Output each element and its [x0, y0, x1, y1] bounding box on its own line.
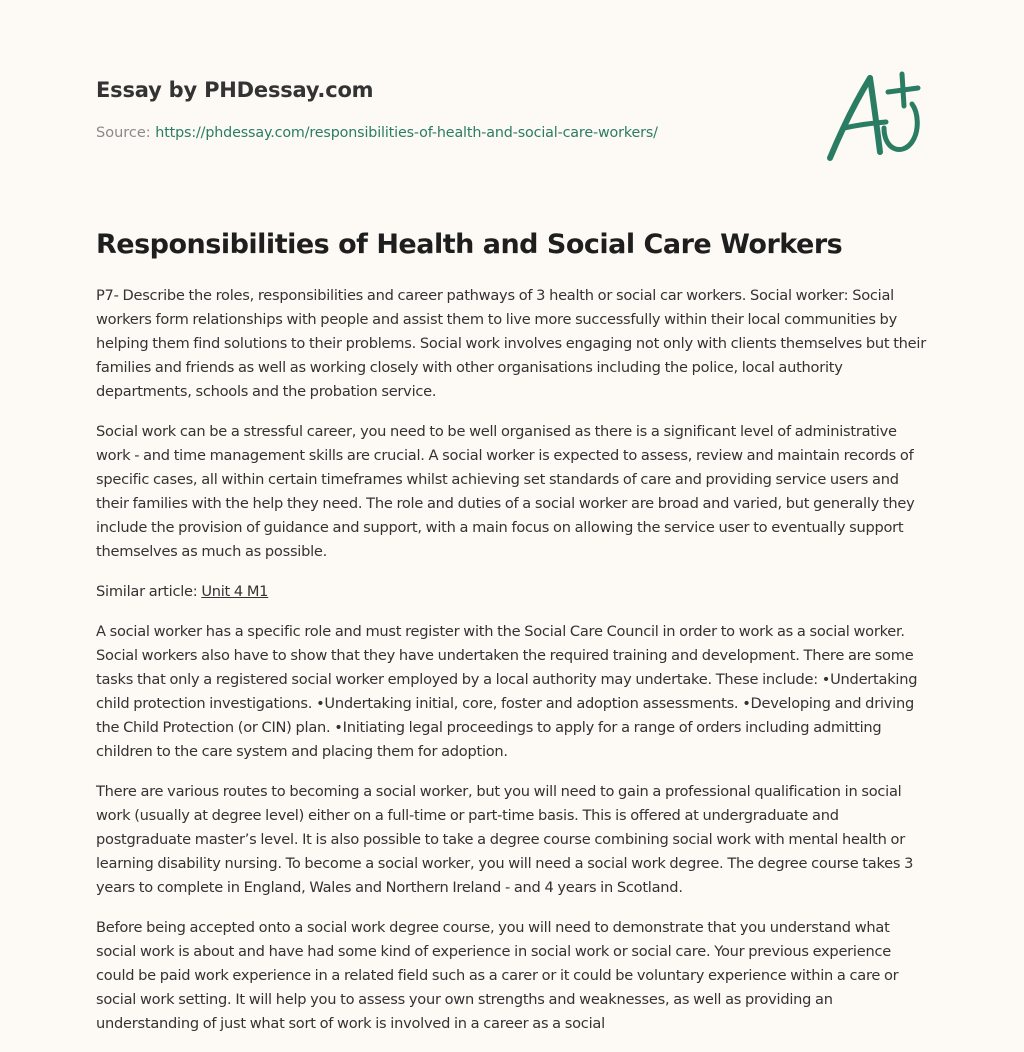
article-paragraph: There are various routes to becoming a social worker, but you will need to gain a professional qualification in social work (usually at degree level) either on a full-time or part-time basis. This is offered at undergraduate and postgraduate master’s level. It is also possible to take a degree course combining social work with mental health or learning disability nursing. To become a social worker, you will need a social work degree. The degree course takes 3 years to complete in England, Wales and Northern Ireland - and 4 years in Scotland.	[96, 783, 914, 896]
article-paragraph: Before being accepted onto a social work degree course, you will need to demonstrate that you understand what social work is about and have had some kind of experience in social work or social care. Your previous experience could be paid work experience in a related field such as a carer or it could be voluntary experience within a care or social work setting. It will help you to assess your own strengths and weaknesses, as well as providing an understanding of just what sort of work is involved in a career as a social	[96, 919, 899, 1032]
page-header	[96, 76, 816, 143]
similar-article-label: Similar article:	[96, 583, 202, 600]
similar-article-link[interactable]: Unit 4 M1	[201, 583, 269, 600]
source-line	[96, 123, 816, 143]
article-title: Responsibilities of Health and Social Care Workers	[96, 229, 843, 260]
article	[96, 226, 932, 1052]
article-paragraph: P7- Describe the roles, responsibilities and career pathways of 3 health or social car workers. Social worker: Social workers form relationships with people and assist them to live more successfully within their local communities by helping them find solutions to their problems. Social work involves engaging not only with clients themselves but their families and friends as well as working closely with other organisations including the police, local authority departments, schools and the probation service.	[96, 287, 926, 400]
source-label: Source:	[96, 125, 156, 141]
article-paragraph: Social work can be a stressful career, you need to be well organised as there is a significant level of administrative work - and time management skills are crucial. A social worker is expected to assess, review and maintain records of specific cases, all within certain timeframes whilst achieving set standards of care and providing service users and their families with the help they need. The role and duties of a social worker are broad and varied, but generally they include the provision of guidance and support, with a main focus on allowing the service user to eventually support themselves as much as possible.	[96, 423, 915, 560]
article-paragraph: A social worker has a specific role and must register with the Social Care Council in order to work as a social worker. Social workers also have to show that they have undertaken the required training and development. There are some tasks that only a registered social worker employed by a local authority may undertake. These include: •Undertaking child protection investigations. •Undertaking initial, core, foster and adoption assessments. •Developing and driving the Child Protection (or CIN) plan. •Initiating legal proceedings to apply for a range of orders including admitting children to the care system and placing them for adoption.	[96, 623, 918, 760]
a-plus-grade-icon	[822, 68, 928, 164]
site-title: Essay by PHDessay.com	[96, 78, 374, 102]
similar-article	[96, 580, 932, 604]
source-link[interactable]: https://phdessay.com/responsibilities-of-health-and-social-care-workers/	[155, 125, 658, 141]
